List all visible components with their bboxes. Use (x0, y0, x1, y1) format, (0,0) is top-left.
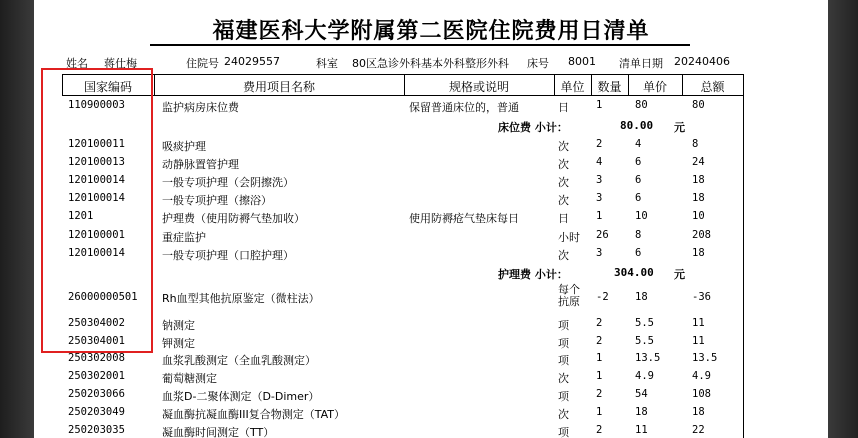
row-code: 120100013 (68, 156, 125, 168)
row-price: 11 (635, 424, 648, 436)
row-qty: 4 (596, 156, 603, 168)
row-code: 250304001 (68, 335, 125, 347)
row-total: 18 (692, 247, 705, 259)
row-unit: 次 (558, 176, 569, 189)
row-price: 10 (635, 210, 648, 222)
row-qty: 1 (596, 370, 603, 382)
row-unit-line1: 每个 (558, 283, 580, 296)
subtotal-label: 护理费 小计： (498, 268, 568, 281)
row-price: 13.5 (635, 352, 661, 364)
row-code: 120100001 (68, 229, 125, 241)
row-total: 11 (692, 317, 705, 329)
row-unit (558, 284, 580, 308)
row-price: 54 (635, 388, 648, 400)
row-code: 250203049 (68, 406, 125, 418)
row-total: 22 (692, 424, 705, 436)
row-name: 凝血酶抗凝血酶III复合物测定（TAT） (162, 408, 345, 421)
row-price: 5.5 (635, 335, 654, 347)
subtotal-amount: 80.00 (620, 119, 654, 132)
row-code: 250203035 (68, 424, 125, 436)
bed-value: 8001 (568, 55, 596, 68)
row-unit: 项 (558, 354, 569, 367)
row-unit: 次 (558, 194, 569, 207)
row-name: 重症监护 (162, 231, 206, 244)
row-code: 250203066 (68, 388, 125, 400)
row-code: 120100014 (68, 174, 125, 186)
viewer-frame-right (828, 0, 858, 438)
table-row (34, 284, 828, 310)
row-total: 208 (692, 229, 711, 241)
dept-label: 科室 (316, 57, 338, 70)
row-name: 吸痰护理 (162, 140, 206, 153)
row-code: 1201 (68, 210, 94, 222)
document-title: 福建医科大学附属第二医院住院费用日清单 (212, 18, 650, 44)
row-unit: 项 (558, 426, 569, 438)
bed-label: 床号 (527, 57, 549, 70)
row-unit: 次 (558, 372, 569, 385)
row-qty: -2 (596, 291, 609, 303)
row-qty: 3 (596, 192, 603, 204)
row-qty: 26 (596, 229, 609, 241)
col-header-price: 单价 (642, 80, 667, 94)
title-underline (150, 44, 690, 46)
viewer-frame-left (0, 0, 34, 438)
subtotal-label: 床位费 小计： (498, 121, 568, 134)
row-qty: 3 (596, 174, 603, 186)
row-price: 5.5 (635, 317, 654, 329)
col-header-spec: 规格或说明 (448, 80, 509, 94)
col-header-qty: 数量 (597, 80, 622, 94)
col-header-unit: 单位 (560, 80, 585, 94)
row-name: 钠测定 (162, 319, 195, 332)
row-unit: 日 (558, 212, 569, 225)
name-value: 蒋仕梅 (104, 57, 137, 70)
col-divider (743, 74, 744, 96)
row-qty: 1 (596, 99, 603, 111)
row-total: 24 (692, 156, 705, 168)
row-name: 护理费（使用防褥气垫加收） (162, 212, 305, 225)
row-unit: 次 (558, 158, 569, 171)
row-unit: 次 (558, 408, 569, 421)
row-price: 6 (635, 192, 642, 204)
row-name: 血浆D-二聚体测定（D-Dimer） (162, 390, 320, 403)
row-name: 一般专项护理（口腔护理） (162, 249, 294, 262)
row-qty: 3 (596, 247, 603, 259)
admission-label: 住院号 (186, 57, 219, 70)
row-total: 18 (692, 192, 705, 204)
row-qty: 1 (596, 352, 603, 364)
row-code: 250302001 (68, 370, 125, 382)
row-name: 监护病房床位费 (162, 101, 239, 114)
row-price: 4.9 (635, 370, 654, 382)
row-code: 120100011 (68, 138, 125, 150)
row-total: 108 (692, 388, 711, 400)
row-qty: 2 (596, 424, 603, 436)
row-qty: 1 (596, 210, 603, 222)
row-name: 凝血酶时间测定（TT） (162, 426, 275, 438)
date-value: 20240406 (674, 55, 730, 68)
row-name: 钾测定 (162, 337, 195, 350)
row-price: 18 (635, 291, 648, 303)
dept-value: 80区急诊外科基本外科整形外科 (352, 57, 509, 70)
row-total: 11 (692, 335, 705, 347)
row-qty: 2 (596, 388, 603, 400)
document-page (34, 0, 828, 438)
row-code: 250302008 (68, 352, 125, 364)
row-qty: 2 (596, 138, 603, 150)
row-total: 13.5 (692, 352, 718, 364)
row-code: 120100014 (68, 247, 125, 259)
row-unit-line2: 抗原 (558, 295, 580, 308)
row-qty: 1 (596, 406, 603, 418)
row-name: 血浆乳酸测定（全血乳酸测定） (162, 354, 316, 367)
row-total: 10 (692, 210, 705, 222)
row-total: 80 (692, 99, 705, 111)
table-right-border (743, 96, 744, 438)
row-total: 18 (692, 174, 705, 186)
row-unit: 项 (558, 390, 569, 403)
row-total: 4.9 (692, 370, 711, 382)
row-unit: 次 (558, 140, 569, 153)
row-unit: 小时 (558, 231, 580, 244)
subtotal-currency: 元 (674, 121, 685, 134)
row-name: 一般专项护理（会阴擦洗） (162, 176, 294, 189)
row-total: -36 (692, 291, 711, 303)
row-unit: 次 (558, 249, 569, 262)
subtotal-amount: 304.00 (614, 266, 654, 279)
row-code: 26000000501 (68, 291, 138, 303)
col-header-name: 费用项目名称 (242, 80, 315, 94)
row-qty: 2 (596, 335, 603, 347)
row-price: 18 (635, 406, 648, 418)
name-label: 姓名 (66, 57, 88, 70)
row-spec: 使用防褥疮气垫床每日 (409, 212, 519, 225)
row-price: 4 (635, 138, 642, 150)
header-bottom-rule (62, 95, 744, 96)
row-code: 250304002 (68, 317, 125, 329)
row-qty: 2 (596, 317, 603, 329)
row-name: Rh血型其他抗原鉴定（微柱法） (162, 292, 320, 305)
row-total: 18 (692, 406, 705, 418)
red-highlight-box (41, 68, 153, 353)
row-unit: 项 (558, 337, 569, 350)
row-price: 6 (635, 156, 642, 168)
row-unit: 日 (558, 101, 569, 114)
admission-value: 24029557 (224, 55, 280, 68)
row-price: 6 (635, 247, 642, 259)
row-total: 8 (692, 138, 699, 150)
row-code: 110900003 (68, 99, 125, 111)
row-code: 120100014 (68, 192, 125, 204)
row-unit: 项 (558, 319, 569, 332)
col-header-total: 总额 (700, 80, 725, 94)
row-name: 动静脉置管护理 (162, 158, 239, 171)
date-label: 清单日期 (619, 57, 663, 70)
col-header-code: 国家编码 (83, 80, 132, 94)
row-price: 80 (635, 99, 648, 111)
row-price: 8 (635, 229, 642, 241)
header-top-rule (62, 74, 744, 75)
row-name: 一般专项护理（擦浴） (162, 194, 272, 207)
row-price: 6 (635, 174, 642, 186)
row-name: 葡萄糖测定 (162, 372, 217, 385)
row-spec: 保留普通床位的，普通 (409, 101, 519, 114)
subtotal-currency: 元 (674, 268, 685, 281)
